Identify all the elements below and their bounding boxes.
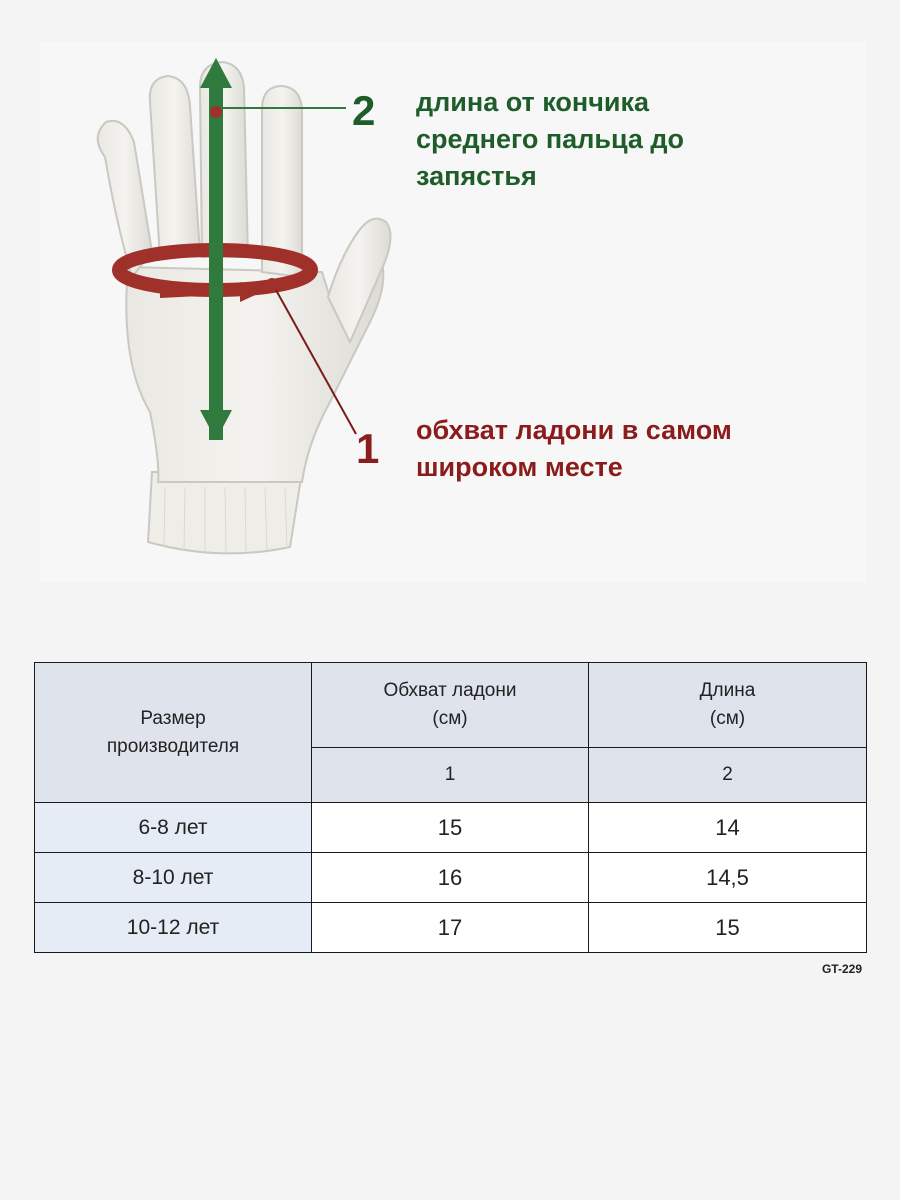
size-table: [34, 662, 867, 953]
header-size-cell: [35, 663, 312, 803]
product-code: GT-229: [821, 962, 862, 976]
girth-cell: 17: [312, 903, 589, 953]
length-cell: 14,5: [589, 853, 867, 903]
size-cell: 10-12 лет: [35, 903, 312, 953]
length-point-dot: [210, 106, 222, 118]
glove-diagram-panel: [40, 42, 866, 582]
header-length-num: 2: [589, 748, 867, 803]
size-cell: 8-10 лет: [35, 853, 312, 903]
size-cell: 6-8 лет: [35, 803, 312, 853]
length-caption-line: среднего пальца до: [416, 124, 685, 154]
length-cell: 14: [589, 803, 867, 853]
header-girth-num: 1: [312, 748, 589, 803]
table-row: [35, 853, 867, 903]
length-cell: 15: [589, 903, 867, 953]
length-caption-line: запястья: [416, 161, 537, 191]
header-girth-cell: [312, 663, 589, 748]
glove-shape: [98, 62, 391, 553]
marker-1: 1: [356, 425, 380, 472]
length-caption: [416, 84, 684, 195]
girth-caption: [416, 412, 732, 486]
girth-caption-line: широком месте: [416, 452, 623, 482]
length-caption-line: длина от кончика: [416, 87, 650, 117]
table-row: [35, 903, 867, 953]
header-length: Длина (см): [699, 680, 756, 729]
girth-cell: 15: [312, 803, 589, 853]
header-length-cell: [589, 663, 867, 748]
marker-2: 2: [352, 87, 376, 134]
header-girth: Обхват ладони (см): [383, 680, 517, 729]
table-row: [35, 803, 867, 853]
girth-point-dot: [266, 278, 278, 290]
header-size: Размер производителя: [106, 707, 240, 757]
girth-caption-line: обхват ладони в самом: [416, 415, 732, 445]
girth-cell: 16: [312, 853, 589, 903]
